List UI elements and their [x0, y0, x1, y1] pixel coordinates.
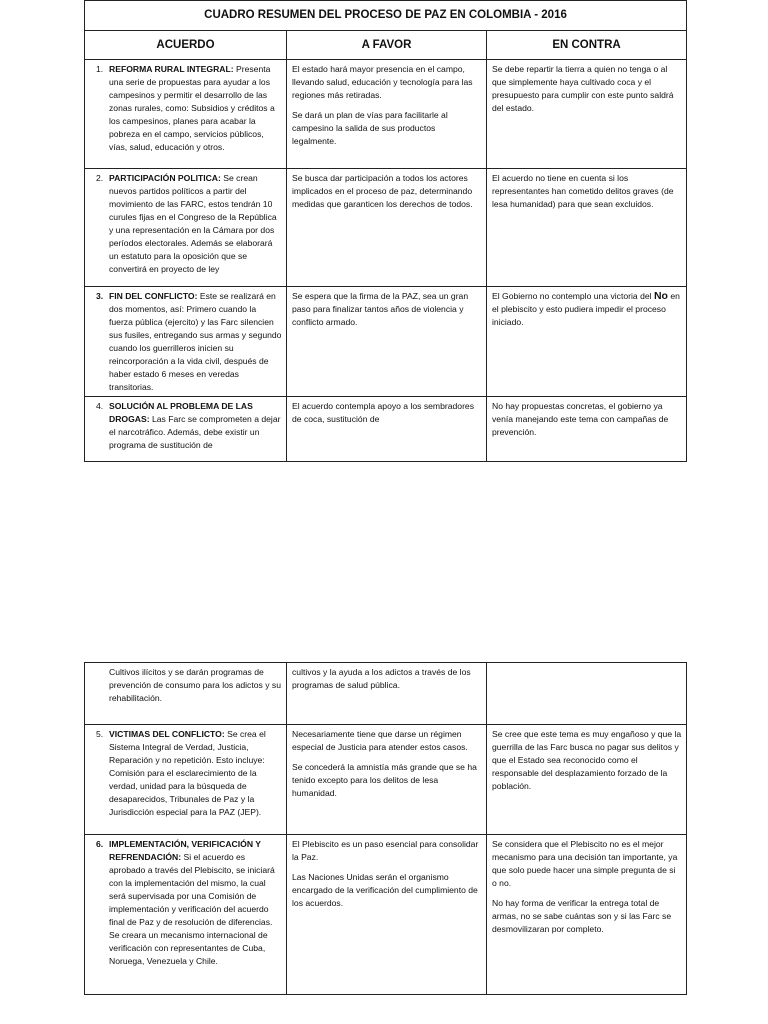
favor-paragraph: Las Naciones Unidas serán el organismo encargado de la verificación del cumplimiento de los acuerdos.	[292, 872, 478, 908]
acuerdo-text: Cultivos ilícitos y se darán programas de prevención de consumo para los adictos y su rehabilitación.	[109, 667, 281, 703]
acuerdo-title: VICTIMAS DEL CONFLICTO:	[109, 729, 225, 739]
acuerdo-title: FIN DEL CONFLICTO:	[109, 291, 198, 301]
table-row	[85, 169, 687, 287]
summary-table-page2	[84, 662, 687, 995]
acuerdo-title: REFORMA RURAL INTEGRAL:	[109, 64, 234, 74]
contra-cell	[487, 725, 687, 835]
favor-cell	[287, 725, 487, 835]
favor-cell	[287, 287, 487, 397]
acuerdo-cell	[85, 663, 287, 725]
column-header-en-contra: EN CONTRA	[487, 31, 687, 60]
acuerdo-text: Se creara un mecanismo internacional de verificación con representantes de Cuba, Noruega, Venezuela y Chile.	[109, 930, 268, 966]
row-number: 4.	[96, 401, 104, 411]
acuerdo-text: Este se realizará en dos momentos, así: Primero cuando la fuerza pública (ejercito) y las Farc silencien sus fusiles, entregando sus armas y segundo cuando los guerrilleros inicien su reincorporación a la vida civil, después de haber estado 6 meses en veredas transitorias.	[109, 291, 282, 392]
contra-cell	[487, 169, 687, 287]
summary-table-page1	[84, 0, 687, 462]
contra-cell	[487, 835, 687, 995]
contra-no-emphasis: No	[653, 290, 668, 302]
favor-cell	[287, 835, 487, 995]
acuerdo-text: Si el acuerdo es aprobado a través del Plebiscito, se iniciará con la implementación del mismo, la cual será supervisada por una Comisión de implementación y verificación del acuerdo final de Paz y de resolución de diferencias.	[109, 852, 275, 927]
contra-paragraph: El acuerdo no tiene en cuenta si los representantes han cometido delitos graves (de lesa humanidad) para que sean excluidos.	[492, 173, 674, 209]
contra-text: en el plebiscito y esto pudiera impedir el proceso iniciado.	[492, 291, 680, 327]
contra-paragraph: No hay propuestas concretas, el gobierno ya venía manejando este tema con campañas de prevención.	[492, 401, 669, 437]
table-row	[85, 663, 687, 725]
row-number: 3.	[96, 291, 104, 301]
contra-paragraph: Se considera que el Plebiscito no es el mejor mecanismo para una decisión tan importante, ya que solo puede hacer una simple pregunta de si o no.	[492, 839, 678, 888]
acuerdo-cell	[85, 60, 287, 169]
acuerdo-title: SOLUCIÓN AL PROBLEMA DE LAS DROGAS:	[109, 401, 253, 424]
table-title: CUADRO RESUMEN DEL PROCESO DE PAZ EN COLOMBIA - 2016	[85, 1, 687, 31]
row-number: 5.	[96, 729, 104, 739]
favor-paragraph: Se espera que la firma de la PAZ, sea un gran paso para finalizar tantos años de violencia y conflicto armado.	[292, 291, 469, 327]
row-number: 2.	[96, 173, 104, 183]
contra-paragraph	[492, 290, 682, 329]
acuerdo-cell	[85, 835, 287, 995]
table-row	[85, 835, 687, 995]
acuerdo-cell	[85, 725, 287, 835]
favor-paragraph: El Plebiscito es un paso esencial para consolidar la Paz.	[292, 839, 479, 862]
row-number: 6.	[96, 839, 104, 849]
acuerdo-text: Las Farc se comprometen a dejar el narcotráfico. Además, debe existir un programa de sustitución de	[109, 414, 281, 450]
contra-paragraph: Se debe repartir la tierra a quien no tenga o al que simplemente haya cultivado coca y el presupuesto para cumplir con este punto saldrá del estado.	[492, 64, 674, 113]
table-row	[85, 60, 687, 169]
favor-paragraph: El estado hará mayor presencia en el campo, llevando salud, educación y tecnología para las regiones más retiradas.	[292, 64, 473, 100]
favor-cell	[287, 663, 487, 725]
favor-paragraph: Se busca dar participación a todos los actores implicados en el proceso de paz, determinando medidas que garanticen los derechos de todos.	[292, 173, 473, 209]
acuerdo-cell	[85, 397, 287, 462]
column-header-acuerdo: ACUERDO	[85, 31, 287, 60]
contra-cell	[487, 60, 687, 169]
acuerdo-text: Se crea el Sistema Integral de Verdad, Justicia, Reparación y no repetición. Esto incluye: Comisión para el esclarecimiento de la verdad, unidad para la búsqueda de desaparecidos, Tribunales de Paz y la Jurisdicción especial para la PAZ (JEP).	[109, 729, 266, 817]
acuerdo-title: PARTICIPACIÓN POLITICA:	[109, 173, 221, 183]
contra-text: El Gobierno no contemplo una victoria del	[492, 291, 654, 301]
contra-paragraph: Se cree que este tema es muy engañoso y que la guerrilla de las Farc busca no pagar sus delitos y que el Estado sea reconocido como el responsable del desplazamiento forzado de la población.	[492, 729, 682, 791]
acuerdo-cell	[85, 169, 287, 287]
acuerdo-text: Presenta una serie de propuestas para ayudar a los campesinos y permitir el desarrollo de las zonas rurales, como: Subsidios y créditos a los campesinos, planes para acabar la pobreza en el campo, servicios públicos, vías, salud, educación y otros.	[109, 64, 275, 152]
contra-cell	[487, 663, 687, 725]
favor-paragraph: El acuerdo contempla apoyo a los sembradores de coca, sustitución de	[292, 401, 475, 424]
contra-cell	[487, 397, 687, 462]
favor-paragraph: Se dará un plan de vías para facilitarle al campesino la salida de sus productos legalmente.	[292, 110, 448, 146]
acuerdo-title: IMPLEMENTACIÓN, VERIFICACIÓN Y REFRENDACIÓN:	[109, 839, 261, 862]
favor-cell	[287, 60, 487, 169]
acuerdo-cell	[85, 287, 287, 397]
table-row	[85, 725, 687, 835]
favor-paragraph: Necesariamente tiene que darse un régimen especial de Justicia para atender estos casos.	[292, 729, 468, 752]
row-number: 1.	[96, 64, 104, 74]
table-row	[85, 397, 687, 462]
table-row	[85, 287, 687, 397]
favor-paragraph: Se concederá la amnistía más grande que se ha tenido excepto para los delitos de lesa humanidad.	[292, 762, 477, 798]
favor-cell	[287, 169, 487, 287]
column-header-a-favor: A FAVOR	[287, 31, 487, 60]
favor-cell	[287, 397, 487, 462]
favor-paragraph: cultivos y la ayuda a los adictos a través de los programas de salud pública.	[292, 667, 471, 690]
acuerdo-text: Se crean nuevos partidos políticos a partir del movimiento de las FARC, estos tendrán 10 curules fijas en el Congreso de la República y una representación en la Cámara por dos períodos electorales. Además se elaborará un estatuto para la oposición que se convertirá en proyecto de ley	[109, 173, 277, 274]
contra-paragraph: No hay forma de verificar la entrega total de armas, no se sabe cuántas son y si las Farc se desmovilizaran por completo.	[492, 898, 672, 934]
contra-cell	[487, 287, 687, 397]
